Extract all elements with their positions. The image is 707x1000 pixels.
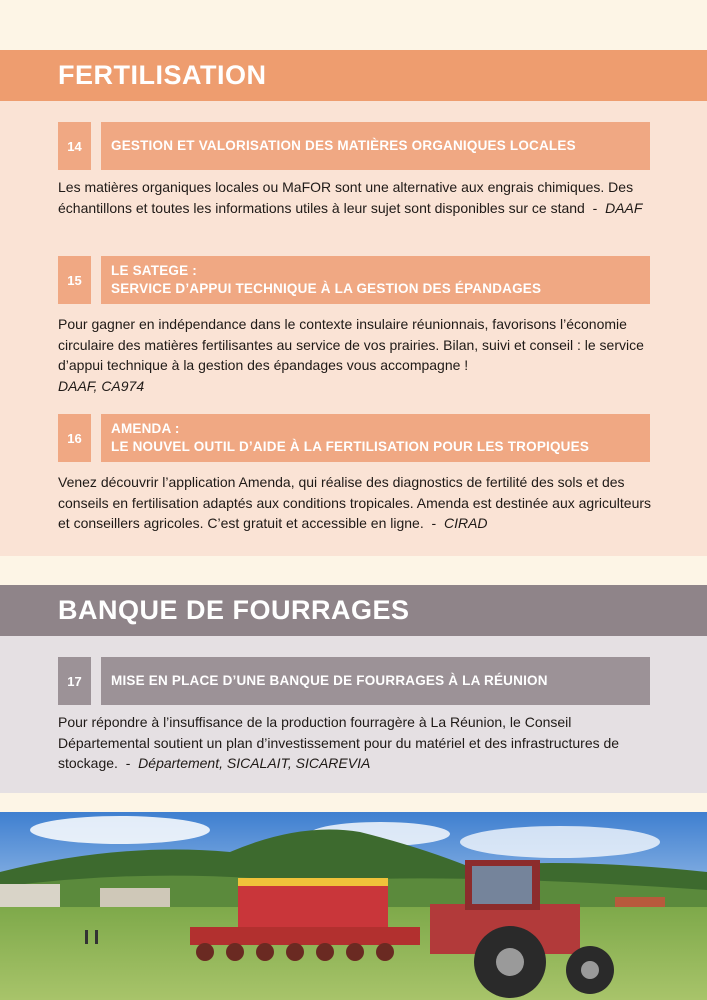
entry-heading [101, 122, 650, 170]
entry-separator: - [584, 199, 606, 216]
entry-heading [101, 414, 650, 462]
entry-description-15 [58, 314, 658, 396]
section-title: FERTILISATION [58, 60, 267, 90]
entry-description-16 [58, 472, 658, 534]
entry-description-17 [58, 712, 658, 774]
entry-separator: - [423, 515, 444, 531]
entry-heading-line: SERVICE D’APPUI TECHNIQUE À LA GESTION DES ÉPANDAGES [111, 281, 542, 296]
entry-heading-line: LE NOUVEL OUTIL D’AIDE À LA FERTILISATION POUR LES TROPIQUES [111, 439, 590, 454]
entry-heading-line: AMENDA : [111, 421, 180, 436]
entry-body: Pour gagner en indépendance dans le contexte insulaire réunionnais, favorisons l’économie circulaire des matières fertilisantes au service de vos prairies. Bilan, suivi et conseil : le service d’appui technique à la gestion des épandages vous accompagne ! [58, 316, 644, 373]
entry-heading [101, 256, 650, 304]
entry-number: 15 [58, 256, 91, 304]
entry-separator: - [117, 755, 139, 771]
entry-number: 14 [58, 122, 91, 170]
entry-body: Les matières organiques locales ou MaFOR sont une alternative aux engrais chimiques. Des échantillons et toutes les informations utiles à leur sujet sont disponibles sur ce stand [58, 179, 634, 216]
banque-panel [0, 636, 707, 793]
entry-number: 16 [58, 414, 91, 462]
entry-header-14 [58, 122, 650, 170]
entry-number: 17 [58, 657, 91, 705]
entry-organisation: DAAF, CA974 [58, 377, 145, 394]
entry-heading-line: MISE EN PLACE D’UNE BANQUE DE FOURRAGES À LA RÉUNION [111, 673, 548, 688]
section-title: BANQUE DE FOURRAGES [58, 595, 410, 625]
banque-title-band [0, 585, 707, 636]
entry-header-15 [58, 256, 650, 304]
entry-organisation: CIRAD [443, 515, 488, 531]
fertilisation-panel [0, 101, 707, 556]
farm-tractor-photo [0, 812, 707, 1000]
fertilisation-title-band [0, 50, 707, 101]
entry-heading [101, 657, 650, 705]
entry-heading-line: LE SATEGE : [111, 263, 197, 278]
entry-header-16 [58, 414, 650, 462]
photo-illustration [0, 812, 707, 1000]
entry-body: Venez découvrir l’application Amenda, qui réalise des diagnostics de fertilité des sols et des conseils en fertilisation adaptés aux conditions tropicales. Amenda est destinée aux agriculteurs et conseillers agricoles. C’est gratuit et accessible en ligne. [58, 474, 652, 531]
entry-organisation: Département, SICALAIT, SICAREVIA [138, 755, 371, 771]
entry-body: Pour répondre à l’insuffisance de la production fourragère à La Réunion, le Conseil Départemental soutient un plan d’investissement pour du matériel et des infrastructures de stockage. [58, 714, 620, 771]
entry-description-14 [58, 177, 658, 218]
entry-heading-line: GESTION ET VALORISATION DES MATIÈRES ORGANIQUES LOCALES [111, 138, 576, 153]
entry-organisation: DAAF [605, 199, 643, 216]
entry-header-17 [58, 657, 650, 705]
